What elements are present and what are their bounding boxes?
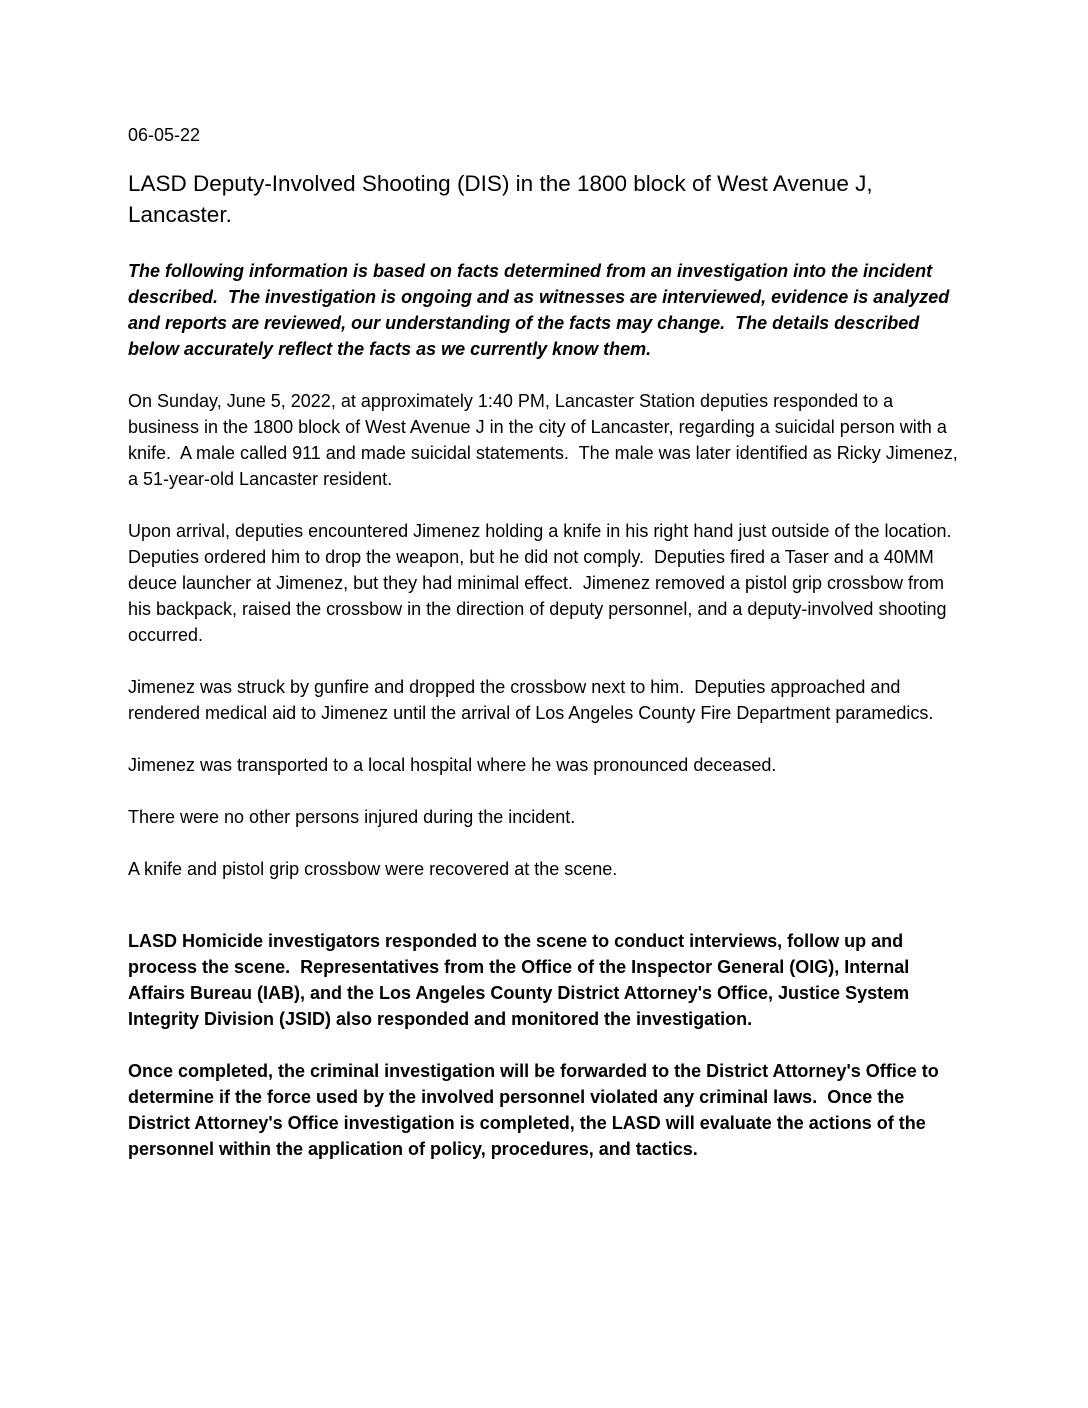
encounter-paragraph: Upon arrival, deputies encountered Jimenez holding a knife in his right hand just outside of the location. Deputies ordered him to drop the weapon, but he did not comply. Deputies fired a Taser and a 40MM deuce launcher at Jimenez, but they had minimal effect. Jimenez removed a pistol grip crossbow from his backpack, raised the crossbow in the direction of deputy personnel, and a deputy-involved shooting occurred. — [128, 521, 962, 645]
document-date: 06-05-22 — [128, 125, 201, 145]
closing-section — [128, 928, 962, 1162]
incident-summary-paragraph: On Sunday, June 5, 2022, at approximately 1:40 PM, Lancaster Station deputies responded to a business in the 1800 block of West Avenue J in the city of Lancaster, regarding a suicidal person with a knife. A male called 911 and made suicidal statements. The male was later identified as Ricky Jimenez, a 51-year-old Lancaster resident. — [128, 391, 963, 489]
evidence-recovered-paragraph: A knife and pistol grip crossbow were recovered at the scene. — [128, 859, 618, 879]
criminal-investigation-paragraph: Once completed, the criminal investigation will be forwarded to the District Attorney's Office to determine if the force used by the involved personnel violated any criminal laws. Once the District Attorney's Office investigation is completed, the LASD will evaluate the actions of the personnel within the application of policy, procedures, and tactics. — [128, 1061, 944, 1159]
medical-aid-paragraph: Jimenez was struck by gunfire and dropped the crossbow next to him. Deputies approached and rendered medical aid to Jimenez until the arrival of Los Angeles County Fire Department paramedics. — [128, 677, 934, 723]
investigation-response-paragraph: LASD Homicide investigators responded to the scene to conduct interviews, follow up and process the scene. Representatives from the Office of the Inspector General (OIG), Internal Affairs Bureau (IAB), and the Los Angeles County District Attorney's Office, Justice System Integrity Division (JSID) also responded and monitored the investigation. — [128, 931, 915, 1029]
hospital-paragraph: Jimenez was transported to a local hospital where he was pronounced deceased. — [128, 755, 777, 775]
document-title: LASD Deputy-Involved Shooting (DIS) in the 1800 block of West Avenue J, Lancaster. — [128, 171, 879, 227]
disclaimer-paragraph: The following information is based on facts determined from an investigation into the incident described. The investigation is ongoing and as witnesses are interviewed, evidence is analyzed and reports are reviewed, our understanding of the facts may change. The details described below accurately reflect the facts as we currently know them. — [128, 261, 955, 359]
no-injuries-paragraph: There were no other persons injured during the incident. — [128, 807, 576, 827]
